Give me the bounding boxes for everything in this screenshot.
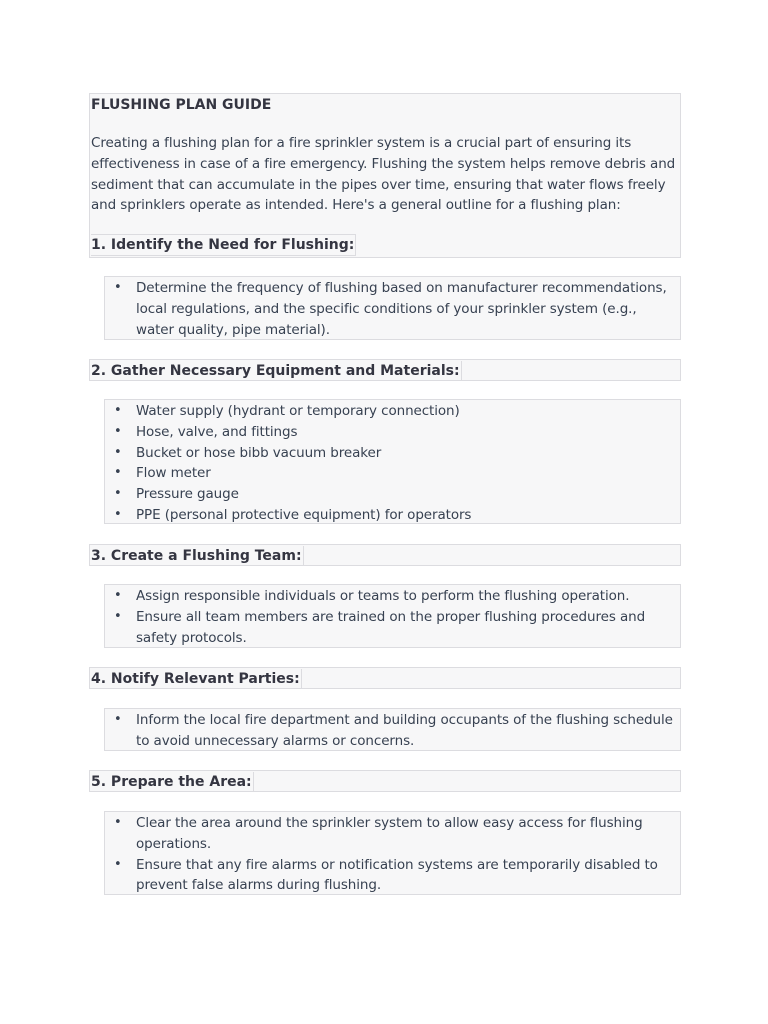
section-list-3 xyxy=(104,584,681,648)
list-item: • Water supply (hydrant or temporary connection) xyxy=(105,401,680,422)
intro-block xyxy=(89,93,681,258)
list-item: • Ensure that any fire alarms or notification systems are temporarily disabled to prevent false alarms during flushing. xyxy=(105,855,680,897)
list-item: • PPE (personal protective equipment) for operators xyxy=(105,505,680,526)
list-item: • Flow meter xyxy=(105,463,680,484)
section-list-5 xyxy=(104,811,681,895)
list-item: • Clear the area around the sprinkler system to allow easy access for flushing operations. xyxy=(105,813,680,855)
list-item: • Hose, valve, and fittings xyxy=(105,422,680,443)
section-heading-4: 4. Notify Relevant Parties: xyxy=(91,671,300,687)
section-list-4 xyxy=(104,708,681,751)
list-item: • Bucket or hose bibb vacuum breaker xyxy=(105,443,680,464)
section-heading-2: 2. Gather Necessary Equipment and Materials: xyxy=(91,363,460,379)
section-heading-box-4 xyxy=(89,667,681,689)
section-list-2 xyxy=(104,399,681,524)
section-list-1 xyxy=(104,276,681,340)
section-heading-box-2 xyxy=(89,359,681,381)
section-heading-5: 5. Prepare the Area: xyxy=(91,774,252,790)
section-heading-box-3 xyxy=(89,544,681,566)
list-item: • Determine the frequency of flushing based on manufacturer recommendations, local regulations, and the specific conditions of your sprinkler system (e.g., water quality, pipe material). xyxy=(105,278,680,340)
document-title: FLUSHING PLAN GUIDE xyxy=(91,97,272,113)
intro-paragraph: Creating a flushing plan for a fire sprinkler system is a crucial part of ensuring its effectiveness in case of a fire emergency. Flushing the system helps remove debris and sediment that can accumulate in the pipes over time, ensuring that water flows freely and sprinklers operate as intended. Here's a general outline for a flushing plan: xyxy=(91,135,676,214)
section-heading-3: 3. Create a Flushing Team: xyxy=(91,548,302,564)
list-item: • Inform the local fire department and building occupants of the flushing schedule to avoid unnecessary alarms or concerns. xyxy=(105,710,680,752)
list-item: • Ensure all team members are trained on the proper flushing procedures and safety protocols. xyxy=(105,607,680,649)
list-item: • Assign responsible individuals or teams to perform the flushing operation. xyxy=(105,586,680,607)
section-heading-box-5 xyxy=(89,770,681,792)
list-item: • Pressure gauge xyxy=(105,484,680,505)
section-heading-1: 1. Identify the Need for Flushing: xyxy=(91,234,356,256)
